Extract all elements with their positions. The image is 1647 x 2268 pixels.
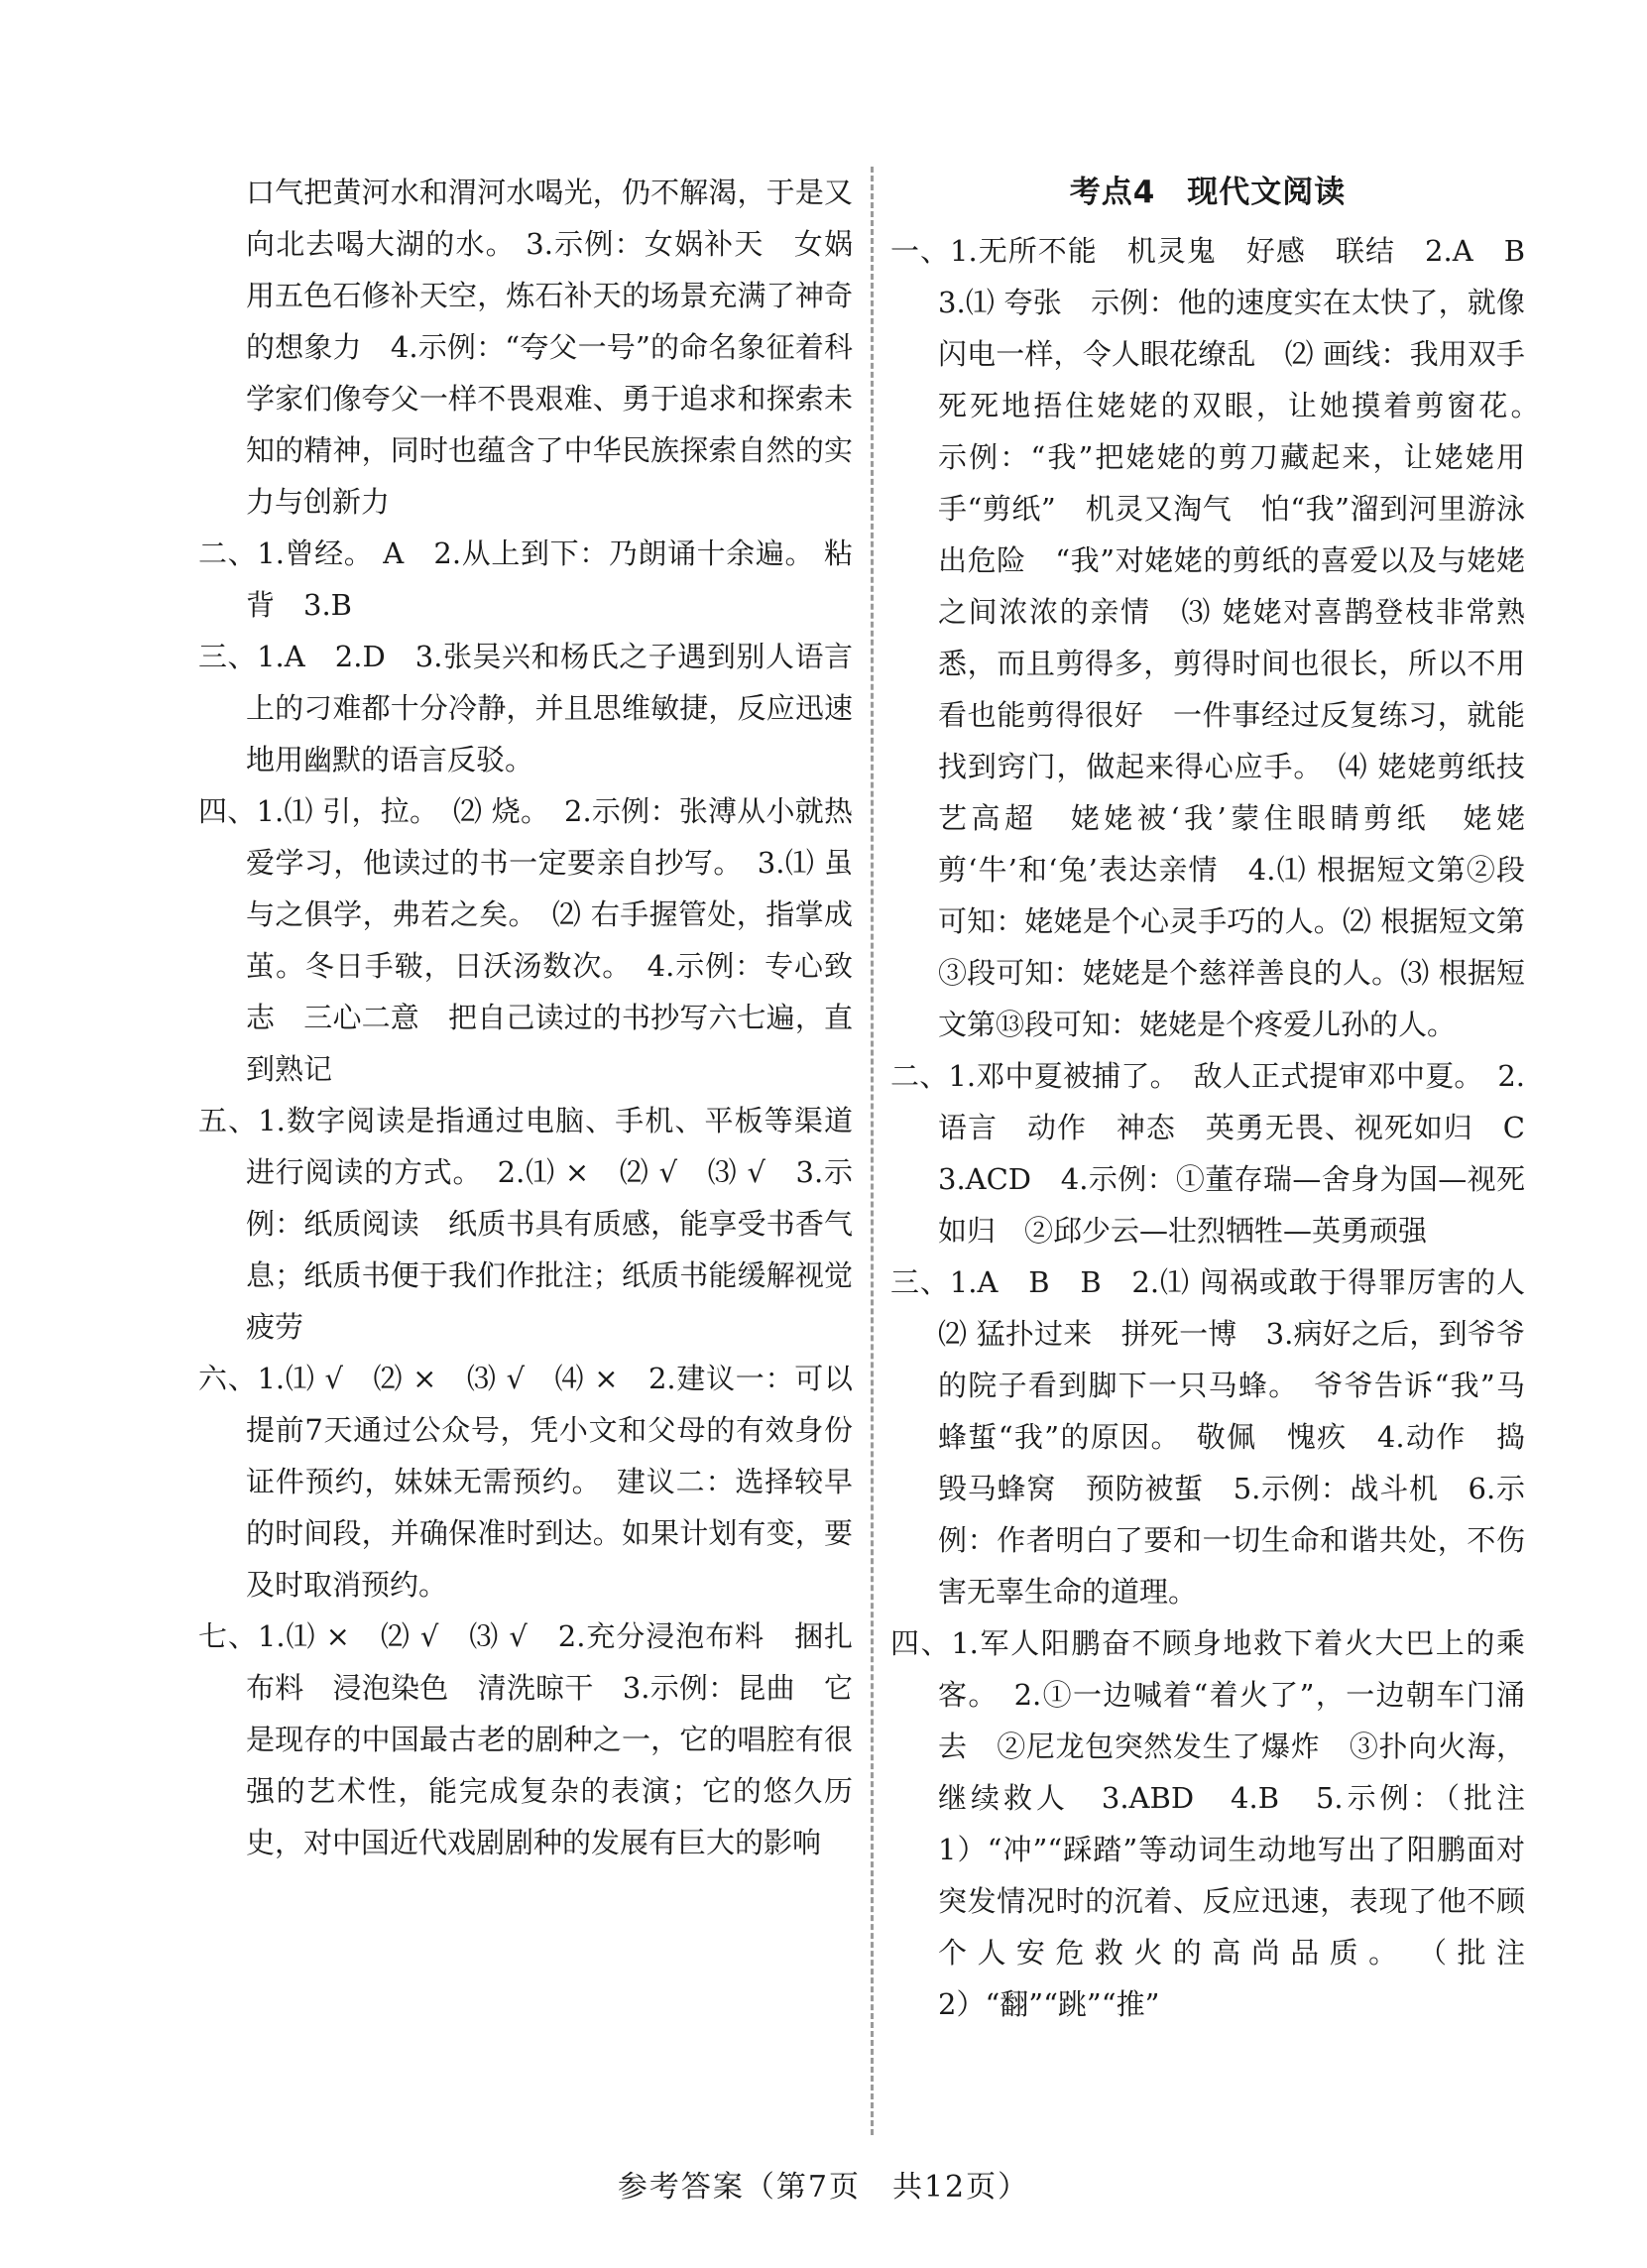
page-footer: 参考答案（第7页 共12页） (617, 2170, 1030, 2205)
reading-section-4: 四、1.军人阳鹏奋不顾身地救下着火大巴上的乘客。 2.①一边喊着“着火了”，一边朝车门涌去 ②尼龙包突然发生了爆炸 ③扑向火海，继续救人 3.ABD 4.B 5.示例：（批注1）“冲”“踩踏”等动词生动地写出了阳鹏面对突发情况时的沉着、反应迅速，表现了他不顾个人安危救火的高尚品质。 （批注2）“翻”“跳”“推” (890, 1626, 1525, 2021)
answer-section-6: 六、1.⑴ √ ⑵ × ⑶ √ ⑷ × 2.建议一：可以提前7天通过公众号，凭小文和父母的有效身份证件预约，妹妹无需预约。 建议二：选择较早的时间段，并确保准时到达。如果计划有变，要及时取消预约。 (198, 1362, 853, 1602)
answer-section-4: 四、1.⑴ 引，拉。 ⑵ 烧。 2.示例：张溥从小就热爱学习，他读过的书一定要亲自抄写。 3.⑴ 虽与之俱学，弗若之矣。 ⑵ 右手握管处，指掌成茧。冬日手皲，日沃汤数次。 4.示例：专心致志 三心二意 把自己读过的书抄写六七遍，直到熟记 (198, 794, 853, 1086)
answer-continuation: 口气把黄河水和渭河水喝光，仍不解渴，于是又向北去喝大湖的水。 3.示例：女娲补天 女娲用五色石修补天空，炼石补天的场景充满了神奇的想象力 4.示例：“夸父一号”的命名象征着科学家们像夸父一样不畏艰难、勇于追求和探索未知的精神，同时也蕴含了中华民族探索自然的实力与创新力 (246, 176, 853, 519)
right-column (890, 167, 1555, 2030)
reading-section-2: 二、1.邓中夏被捕了。 敌人正式提审邓中夏。 2.语言 动作 神态 英勇无畏、视死如归 C 3.ACD 4.示例：①董存瑞—舍身为国—视死如归 ②邱少云—壮烈牺牲—英勇顽强 (890, 1059, 1555, 1248)
answer-section-5: 五、1.数字阅读是指通过电脑、手机、平板等渠道进行阅读的方式。 2.⑴ × ⑵ √ ⑶ √ 3.示例：纸质阅读 纸质书具有质感，能享受书香气息；纸质书便于我们作批注；纸质书能缓解视觉疲劳 (198, 1104, 853, 1344)
left-column (198, 167, 882, 1868)
reading-section-3: 三、1.A B B 2.⑴ 闯祸或敢于得罪厉害的人 ⑵ 猛扑过来 拼死一博 3.病好之后，到爷爷的院子看到脚下一只马蜂。 爷爷告诉“我”马蜂蜇“我”的原因。 敬佩 愧疚 4.动作 捣毁马蜂窝 预防被蜇 5.示例：战斗机 6.示例：作者明白了要和一切生命和谐共处，不伤害无辜生命的道理。 (890, 1265, 1555, 1609)
answer-section-2: 二、1.曾经。 A 2.从上到下：乃朗诵十余遍。 粘 背 3.B (198, 537, 882, 622)
answer-section-3: 三、1.A 2.D 3.张吴兴和杨氏之子遇到别人语言上的刁难都十分冷静，并且思维敏捷，反应迅速地用幽默的语言反驳。 (198, 640, 853, 776)
reading-section-1: 一、1.无所不能 机灵鬼 好感 联结 2.A B 3.⑴ 夸张 示例：他的速度实在太快了，就像闪电一样，令人眼花缭乱 ⑵ 画线：我用双手死死地捂住姥姥的双眼，让她摸着剪窗花。 示例：“我”把姥姥的剪刀藏起来，让姥姥用手“剪纸” 机灵又淘气 怕“我”溜到河里游泳出危险 “我”对姥姥的剪纸的喜爱以及与姥姥之间浓浓的亲情 ⑶ 姥姥对喜鹊登枝非常熟悉，而且剪得多，剪得时间也很长，所以不用看也能剪得很好 一件事经过反复练习，就能找到窍门，做起来得心应手。 ⑷ 姥姥剪纸技艺高超 姥姥被‘我’蒙住眼睛剪纸 姥姥剪‘牛’和‘兔’表达亲情 4.⑴ 根据短文第②段可知：姥姥是个心灵手巧的人。⑵ 根据短文第③段可知：姥姥是个慈祥善良的人。⑶ 根据短文第⑬段可知：姥姥是个疼爱儿孙的人。 (890, 234, 1555, 1041)
answer-section-7: 七、1.⑴ × ⑵ √ ⑶ √ 2.充分浸泡布料 捆扎布料 浸泡染色 清洗晾干 3.示例：昆曲 它是现存的中国最古老的剧种之一，它的唱腔有很强的艺术性，能完成复杂的表演；它的悠久历史，对中国近代戏剧剧种的发展有巨大的影响 (198, 1619, 853, 1859)
section-title: 考点4 现代文阅读 (1069, 175, 1347, 210)
column-divider (871, 167, 874, 2135)
